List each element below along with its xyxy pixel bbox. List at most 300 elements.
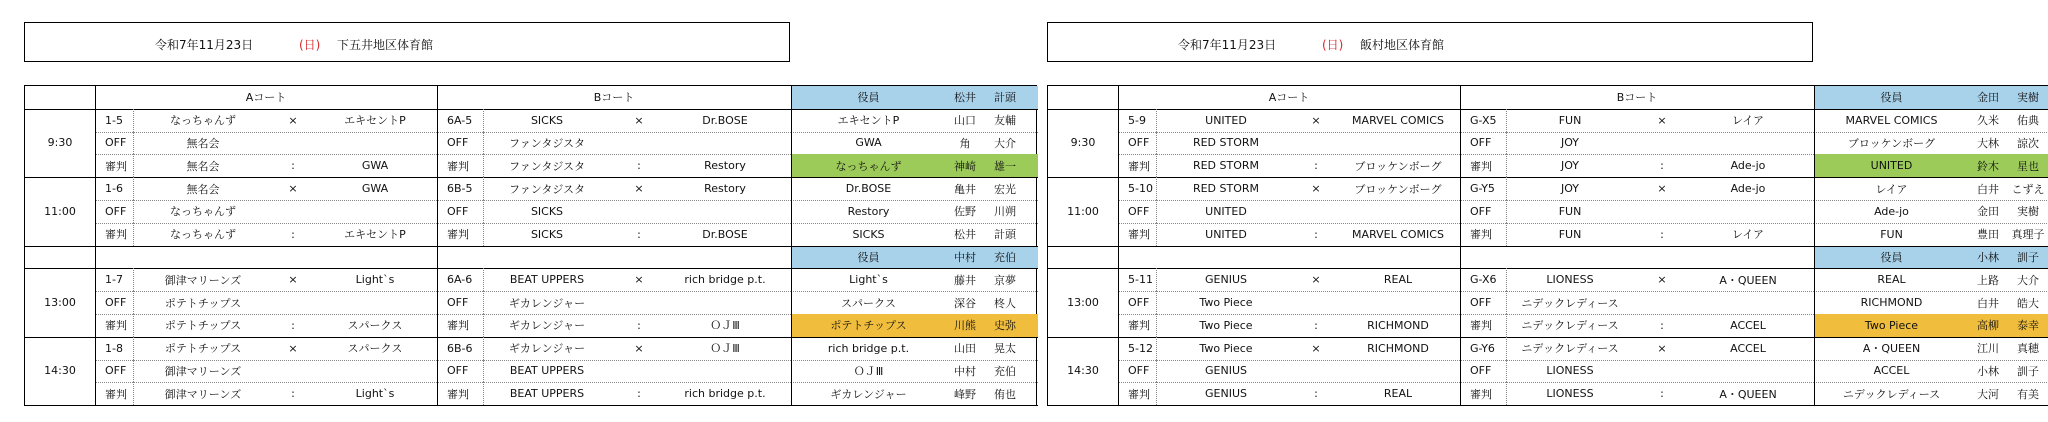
- court-a-team-2: REAL: [1383, 273, 1413, 287]
- court-b-separator: :: [1660, 387, 1664, 401]
- court-a-game-no: 1-6: [105, 182, 123, 196]
- time-slot: 13:00: [44, 296, 76, 310]
- court-a-team-1: 御津マリーンズ: [164, 273, 242, 287]
- court-a-game-no: 5-10: [1128, 182, 1153, 196]
- court-a-game-no: 1-5: [105, 113, 123, 127]
- court-a-separator: [1296, 360, 1336, 383]
- court-b-separator: ×: [634, 113, 644, 127]
- time-slot: 11:00: [1067, 204, 1099, 218]
- court-b-game-no: G-X5: [1470, 113, 1497, 127]
- divider: [1506, 223, 1507, 246]
- staff-surname: 大林: [1977, 136, 1999, 150]
- staff-team: Dr.BOSE: [845, 182, 892, 196]
- court-a-game-no: OFF: [105, 136, 127, 150]
- court-a-separator: [1296, 291, 1336, 314]
- court-b-team-2: [1682, 200, 1814, 223]
- staff-team: ACCEL: [1873, 364, 1910, 378]
- staff-given: 友輔: [994, 114, 1016, 128]
- divider: [133, 337, 134, 360]
- divider: [1506, 360, 1507, 383]
- court-b-team-1: ニデックレディース: [1521, 319, 1619, 333]
- staff-header: [791, 86, 1038, 109]
- court-a-separator: [273, 291, 313, 314]
- staff-header-given: 充伯: [994, 250, 1016, 264]
- court-a-team-1: 無名会: [186, 182, 220, 196]
- staff-team: REAL: [1877, 273, 1906, 287]
- staff-given: 真穂: [2017, 342, 2039, 356]
- staff-row: [791, 314, 1038, 337]
- staff-team: MARVEL COMICS: [1845, 113, 1938, 127]
- staff-team: UNITED: [1870, 159, 1913, 173]
- court-b-team-1: LIONESS: [1546, 387, 1594, 401]
- court-b-game-no: 審判: [447, 387, 469, 401]
- staff-row: [791, 223, 1038, 246]
- divider: [483, 337, 484, 360]
- staff-header-label: 役員: [1880, 91, 1903, 105]
- divider: [1156, 223, 1157, 246]
- court-b-separator: ×: [1657, 341, 1667, 355]
- court-b-separator: [1642, 200, 1682, 223]
- court-b-team-2: rich bridge p.t.: [684, 387, 766, 401]
- staff-surname: 白井: [1977, 182, 1999, 196]
- court-b-team-1: ギカレンジャー: [508, 342, 586, 356]
- court-b-team-2: Dr.BOSE: [702, 227, 748, 241]
- court-a-team-2: [313, 200, 437, 223]
- staff-team: RICHMOND: [1860, 296, 1923, 310]
- court-b-separator: :: [637, 159, 641, 173]
- staff-team: Light`s: [849, 273, 888, 287]
- staff-row: [791, 154, 1038, 177]
- court-b-game-no: 6B-5: [447, 182, 473, 196]
- court-b-game-no: OFF: [447, 136, 469, 150]
- divider: [1156, 200, 1157, 223]
- divider: [1048, 246, 2048, 247]
- court-b-team-1: ファンタジスタ: [508, 159, 585, 173]
- staff-surname: 上路: [1977, 273, 1999, 287]
- court-a-separator: ×: [288, 182, 298, 196]
- divider: [1506, 109, 1507, 132]
- court-b-game-no: 審判: [1470, 319, 1492, 333]
- divider: [1814, 86, 1815, 405]
- event-header: [1047, 22, 1813, 62]
- staff-header-given: 計頭: [994, 91, 1016, 105]
- staff-row: [1814, 360, 2048, 383]
- court-b-separator: :: [1660, 227, 1664, 241]
- court-b-separator: [1642, 360, 1682, 383]
- court-a-team-2: [1336, 132, 1460, 155]
- divider: [1048, 405, 2048, 406]
- staff-team: FUN: [1880, 227, 1903, 241]
- court-b-team-1: FUN: [1558, 204, 1582, 218]
- court-a-team-2: Light`s: [355, 273, 395, 287]
- court-b-game-no: OFF: [1470, 204, 1492, 218]
- court-a-team-1: GENIUS: [1205, 273, 1247, 287]
- divider: [1156, 314, 1157, 337]
- divider: [483, 109, 484, 132]
- divider: [1506, 382, 1507, 405]
- staff-given: 有美: [2017, 387, 2039, 401]
- court-b-separator: [619, 291, 659, 314]
- staff-row: [1814, 177, 2048, 200]
- court-b-game-no: 審判: [1470, 387, 1492, 401]
- staff-surname: 佐野: [954, 205, 976, 219]
- event-weekday: (日): [1322, 38, 1344, 52]
- court-b-team-2: ACCEL: [1730, 318, 1766, 332]
- divider: [133, 109, 134, 132]
- court-a-separator: :: [291, 387, 295, 401]
- event-venue: 下五井地区体育館: [337, 38, 434, 52]
- court-b-game-no: OFF: [447, 364, 469, 378]
- court-b-team-1: JOY: [1560, 159, 1580, 173]
- court-a-separator: [1296, 200, 1336, 223]
- court-a-separator: [273, 200, 313, 223]
- court-b-separator: ×: [1657, 182, 1667, 196]
- court-b-separator: :: [637, 387, 641, 401]
- staff-header-surname: 金田: [1977, 91, 1999, 105]
- court-a-team-2: [313, 291, 437, 314]
- staff-surname: 豊田: [1977, 228, 1999, 242]
- staff-row: [1814, 109, 2048, 132]
- court-b-team-1: BEAT UPPERS: [509, 364, 585, 378]
- court-b-team-2: レイア: [1731, 228, 1765, 242]
- staff-given: 充伯: [994, 364, 1016, 378]
- staff-surname: 深谷: [954, 296, 976, 310]
- court-b-team-1: FUN: [1558, 113, 1582, 127]
- staff-header-given: 訓子: [2017, 250, 2039, 264]
- court-b-game-no: 6A-6: [447, 273, 473, 287]
- divider: [1156, 291, 1157, 314]
- court-b-title: Bコート: [1616, 91, 1658, 105]
- court-b-game-no: 審判: [447, 319, 469, 333]
- court-a-title: Aコート: [245, 91, 287, 105]
- court-b-team-2: [659, 360, 791, 383]
- divider: [1506, 314, 1507, 337]
- staff-surname: 松井: [954, 228, 976, 242]
- time-slot: 14:30: [1067, 364, 1099, 378]
- staff-surname: 川熊: [954, 319, 976, 333]
- staff-row: [791, 177, 1038, 200]
- staff-given: 星也: [2017, 159, 2039, 173]
- court-a-game-no: 審判: [105, 319, 127, 333]
- court-a-game-no: OFF: [105, 296, 127, 310]
- court-a-separator: ×: [1311, 113, 1321, 127]
- court-b-team-1: ファンタジスタ: [508, 182, 585, 196]
- court-b-team-1: BEAT UPPERS: [509, 387, 585, 401]
- staff-given: 晃太: [994, 342, 1016, 356]
- court-b-game-no: G-Y6: [1470, 341, 1495, 355]
- court-a-game-no: 1-7: [105, 273, 123, 287]
- divider: [1156, 337, 1157, 360]
- court-a-team-2: [1336, 200, 1460, 223]
- court-a-title: Aコート: [1268, 91, 1310, 105]
- court-a-game-no: 審判: [1128, 159, 1150, 173]
- court-b-game-no: 審判: [447, 159, 469, 173]
- court-b-team-1: JOY: [1560, 136, 1580, 150]
- court-b-game-no: 6A-5: [447, 113, 473, 127]
- staff-given: 佑典: [2017, 114, 2039, 128]
- court-b-separator: :: [1660, 159, 1664, 173]
- court-a-separator: ×: [288, 273, 298, 287]
- staff-row: [791, 268, 1038, 291]
- divider: [1156, 154, 1157, 177]
- court-a-game-no: 審判: [105, 228, 127, 242]
- court-a-game-no: 審判: [1128, 387, 1150, 401]
- court-b-title: Bコート: [593, 91, 635, 105]
- court-b-team-2: ＯＪⅢ: [710, 319, 740, 333]
- court-a-team-1: UNITED: [1205, 113, 1247, 127]
- court-a-separator: [273, 360, 313, 383]
- court-a-team-1: なっちゃんず: [170, 205, 236, 219]
- court-a-team-1: UNITED: [1205, 204, 1247, 218]
- court-a-game-no: 審判: [1128, 228, 1150, 242]
- court-a-team-1: 無名会: [186, 159, 220, 173]
- court-b-team-1: SICKS: [530, 204, 564, 218]
- court-a-team-1: RED STORM: [1192, 136, 1260, 150]
- staff-row: [791, 291, 1038, 314]
- court-a-team-1: なっちゃんず: [170, 228, 236, 242]
- court-b-team-2: レイア: [1731, 114, 1765, 128]
- divider: [25, 246, 1038, 247]
- divider: [133, 360, 134, 383]
- staff-team: SICKS: [852, 227, 885, 241]
- divider: [1506, 337, 1507, 360]
- divider: [25, 405, 1038, 406]
- court-a-game-no: OFF: [1128, 364, 1150, 378]
- time-slot: 14:30: [44, 364, 76, 378]
- court-a-separator: :: [291, 227, 295, 241]
- time-slot: 9:30: [1070, 136, 1096, 150]
- staff-header-surname: 小林: [1977, 250, 1999, 264]
- divider: [133, 200, 134, 223]
- court-b-team-2: Dr.BOSE: [702, 113, 748, 127]
- court-a-game-no: OFF: [1128, 296, 1150, 310]
- divider: [1506, 291, 1507, 314]
- divider: [483, 314, 484, 337]
- court-b-game-no: OFF: [447, 204, 469, 218]
- court-a-team-2: GWA: [361, 182, 389, 196]
- staff-team: なっちゃんず: [835, 159, 902, 173]
- event-weekday: (日): [299, 38, 321, 52]
- court-a-team-1: ポテトチップス: [164, 342, 242, 356]
- court-b-separator: ×: [634, 273, 644, 287]
- court-b-team-1: ギカレンジャー: [508, 319, 586, 333]
- time-slot: 13:00: [1067, 296, 1099, 310]
- staff-row: [791, 200, 1038, 223]
- event-date: 令和7年11月23日: [155, 38, 254, 52]
- staff-header-label: 役員: [857, 250, 880, 264]
- court-b-separator: [619, 132, 659, 155]
- divider: [1156, 177, 1157, 200]
- court-b-team-1: FUN: [1558, 227, 1582, 241]
- staff-surname: 高柳: [1977, 319, 1999, 333]
- court-b-team-2: [1682, 360, 1814, 383]
- court-b-team-1: SICKS: [530, 113, 564, 127]
- staff-team: Two Piece: [1864, 318, 1919, 332]
- divider: [483, 360, 484, 383]
- staff-team: エキセントP: [837, 114, 900, 128]
- staff-given: 川朔: [994, 205, 1016, 219]
- staff-given: 真理子: [2011, 228, 2045, 242]
- divider: [1156, 360, 1157, 383]
- court-a-separator: :: [291, 318, 295, 332]
- staff-given: 皓大: [2017, 296, 2039, 310]
- court-a-team-2: RICHMOND: [1367, 318, 1429, 332]
- divider: [1506, 177, 1507, 200]
- staff-header-given: 実樹: [2017, 91, 2039, 105]
- court-b-team-1: LIONESS: [1546, 364, 1594, 378]
- staff-row: [1814, 268, 2048, 291]
- staff-given: 宏光: [994, 182, 1016, 196]
- staff-header-surname: 松井: [954, 91, 976, 105]
- court-a-game-no: 審判: [1128, 319, 1150, 333]
- court-b-team-2: ACCEL: [1730, 341, 1766, 355]
- staff-team: スパークス: [841, 296, 896, 310]
- court-a-separator: ×: [288, 341, 298, 355]
- court-b-team-2: [659, 291, 791, 314]
- divider: [483, 132, 484, 155]
- staff-given: 侑也: [994, 387, 1016, 401]
- time-slot: 9:30: [47, 136, 73, 150]
- staff-row: [791, 109, 1038, 132]
- court-b-team-1: LIONESS: [1546, 273, 1594, 287]
- divider: [1506, 268, 1507, 291]
- event-date: 令和7年11月23日: [1178, 38, 1277, 52]
- court-a-team-2: [1336, 360, 1460, 383]
- divider: [1156, 109, 1157, 132]
- divider: [437, 86, 438, 405]
- court-b-team-2: Ade-jo: [1730, 182, 1766, 196]
- staff-surname: 角: [959, 136, 971, 150]
- staff-given: 計頭: [994, 228, 1016, 242]
- court-a-team-1: 無名会: [186, 136, 220, 150]
- divider: [133, 132, 134, 155]
- staff-header: [1814, 246, 2048, 269]
- court-a-separator: [1296, 132, 1336, 155]
- court-b-team-1: ニデックレディース: [1521, 342, 1619, 356]
- court-b-separator: :: [1660, 318, 1664, 332]
- divider: [1156, 382, 1157, 405]
- divider: [133, 314, 134, 337]
- court-b-team-2: ＯＪⅢ: [710, 342, 740, 356]
- court-a-team-1: 御津マリーンズ: [164, 364, 242, 378]
- divider: [133, 268, 134, 291]
- staff-given: 大介: [2017, 273, 2039, 287]
- court-a-separator: ×: [1311, 182, 1321, 196]
- staff-surname: 神崎: [954, 159, 976, 173]
- staff-row: [791, 382, 1038, 405]
- court-a-team-1: RED STORM: [1192, 159, 1260, 173]
- court-b-game-no: 6B-6: [447, 341, 473, 355]
- court-a-team-2: MARVEL COMICS: [1352, 227, 1444, 241]
- divider: [483, 154, 484, 177]
- staff-header: [791, 246, 1038, 269]
- court-a-separator: :: [1314, 387, 1318, 401]
- court-a-game-no: 1-8: [105, 341, 123, 355]
- court-a-team-1: Two Piece: [1199, 341, 1253, 355]
- court-a-team-2: MARVEL COMICS: [1352, 113, 1444, 127]
- staff-surname: 亀井: [954, 182, 976, 196]
- staff-surname: 峰野: [954, 387, 976, 401]
- court-a-separator: :: [291, 159, 295, 173]
- staff-row: [1814, 291, 2048, 314]
- staff-team: rich bridge p.t.: [827, 341, 910, 355]
- divider: [1506, 200, 1507, 223]
- divider: [1156, 268, 1157, 291]
- court-b-team-2: Restory: [704, 159, 746, 173]
- staff-given: 柊人: [994, 296, 1016, 310]
- court-b-separator: :: [637, 227, 641, 241]
- court-b-team-1: ファンタジスタ: [508, 136, 585, 150]
- court-a-team-1: ポテトチップス: [164, 319, 242, 333]
- divider: [133, 291, 134, 314]
- staff-team: ＯＪⅢ: [853, 364, 884, 378]
- staff-row: [1814, 382, 2048, 405]
- court-a-game-no: 審判: [105, 387, 127, 401]
- divider: [483, 200, 484, 223]
- court-b-team-2: Restory: [704, 182, 746, 196]
- staff-given: こずえ: [2011, 182, 2045, 196]
- staff-team: Ade-jo: [1874, 204, 1909, 218]
- court-b-separator: ×: [634, 182, 644, 196]
- court-a-team-2: [313, 360, 437, 383]
- court-a-team-2: ブロッケンボーグ: [1354, 182, 1442, 196]
- court-a-separator: ×: [1311, 341, 1321, 355]
- staff-team: ポテトチップス: [830, 319, 907, 333]
- court-a-separator: :: [1314, 318, 1318, 332]
- court-a-separator: :: [1314, 159, 1318, 173]
- staff-team: GWA: [855, 136, 882, 150]
- court-a-team-1: ポテトチップス: [164, 296, 242, 310]
- court-a-separator: [273, 132, 313, 155]
- court-b-game-no: 審判: [1470, 159, 1492, 173]
- staff-row: [1814, 337, 2048, 360]
- court-b-separator: [619, 200, 659, 223]
- court-a-separator: :: [1314, 227, 1318, 241]
- court-a-team-2: エキセントP: [344, 114, 406, 128]
- divider: [483, 223, 484, 246]
- court-b-team-1: BEAT UPPERS: [509, 273, 585, 287]
- staff-surname: 小林: [1977, 364, 1999, 378]
- divider: [1118, 86, 1119, 405]
- staff-team: ニデックレディース: [1842, 387, 1941, 401]
- staff-row: [1814, 154, 2048, 177]
- staff-given: 実樹: [2017, 205, 2039, 219]
- court-b-game-no: OFF: [1470, 296, 1492, 310]
- court-b-separator: [1642, 291, 1682, 314]
- staff-header-label: 役員: [1880, 250, 1903, 264]
- event-header: [24, 22, 790, 62]
- court-b-team-2: [659, 132, 791, 155]
- court-a-game-no: 5-9: [1128, 113, 1146, 127]
- court-b-separator: [619, 360, 659, 383]
- court-b-game-no: OFF: [1470, 136, 1492, 150]
- staff-surname: 金田: [1977, 205, 1999, 219]
- court-a-game-no: OFF: [1128, 204, 1150, 218]
- court-a-game-no: 5-12: [1128, 341, 1153, 355]
- court-b-game-no: 審判: [1470, 228, 1492, 242]
- divider: [483, 268, 484, 291]
- court-b-game-no: 審判: [447, 228, 469, 242]
- staff-row: [791, 360, 1038, 383]
- court-b-separator: [1642, 132, 1682, 155]
- court-a-team-2: Light`s: [355, 387, 395, 401]
- staff-surname: 久米: [1977, 114, 1999, 128]
- court-a-game-no: OFF: [105, 204, 127, 218]
- staff-row: [1814, 223, 2048, 246]
- event-venue: 飯村地区体育館: [1360, 38, 1445, 52]
- time-slot: 11:00: [44, 204, 76, 218]
- court-b-team-1: JOY: [1560, 182, 1580, 196]
